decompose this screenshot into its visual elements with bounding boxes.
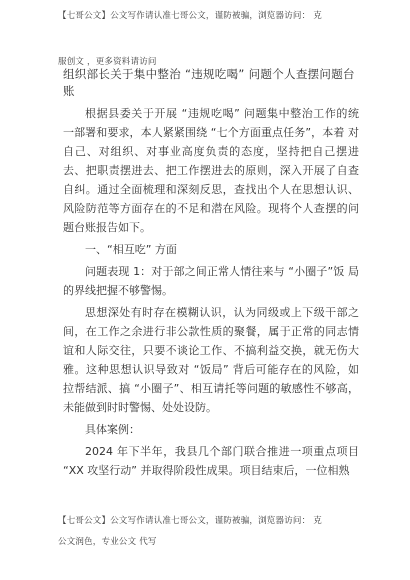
top-banner-line-2: 服创文 ，更多资料请访问 [58, 57, 157, 67]
case-paragraph: 2024 年下半年，我县几个部门联合推进一项重点项目 “XX 攻坚行动” 并取得阶段性成果。项目结束后，一位相熟 [63, 445, 359, 477]
document-body [63, 104, 359, 480]
bottom-banner-line-2: 公文润色，专业公文 代写 [58, 537, 157, 547]
section-heading: 一、“相互吃” 方面 [85, 243, 177, 256]
bottom-banner-line-1: 【七哥公文】公文写作请认准七哥公文，谨防被骗，浏览器访问： 克 [58, 516, 322, 526]
intro-paragraph: 根据县委关于开展 “违规吃喝” 问题集中整治工作的统 一部署和要求，本人紧紧围绕 “七个方面重点任务”，本着 对自己、对组织、对事业高度负责的态度，坚持把自己摆进 去、把职责摆进去、把工作摆进去的原则，深入开展了自查 自纠。通过全面梳理和深刻反思，查找出个人在思想认识、 风险防范等方面存在的不足和潜在风险。现将个人查摆的问 题台账报告如下。 [63, 107, 359, 234]
top-banner-line-1: 【七哥公文】公文写作请认准七哥公文，谨防被骗，浏览器访问： 克 [58, 11, 322, 21]
document-title: 组织部长关于集中整治 “违规吃喝” 问题个人查摆问题台账 [63, 67, 355, 98]
problem-statement: 问题表现 1：对于部之间正常人情往来与 “小圈子”饭 局的界线把握不够警惕。 [63, 265, 359, 297]
case-label: 具体案例： [85, 423, 140, 436]
analysis-paragraph: 思想深处有时存在模糊认识，认为同级或上下级干部之间，在工作之余进行非公款性质的聚餐，属于正常的同志情谊和人际交往，只要不谈论工作、不搞利益交换，就无伤大雅。这种思想认识导致对 “饭局” 背后可能存在的风险，如 拉帮结派、搞 “小圈子”、相互请托等问题的敏感性不够高， 未能做到时时警惕、处处设防。 [63, 306, 359, 414]
